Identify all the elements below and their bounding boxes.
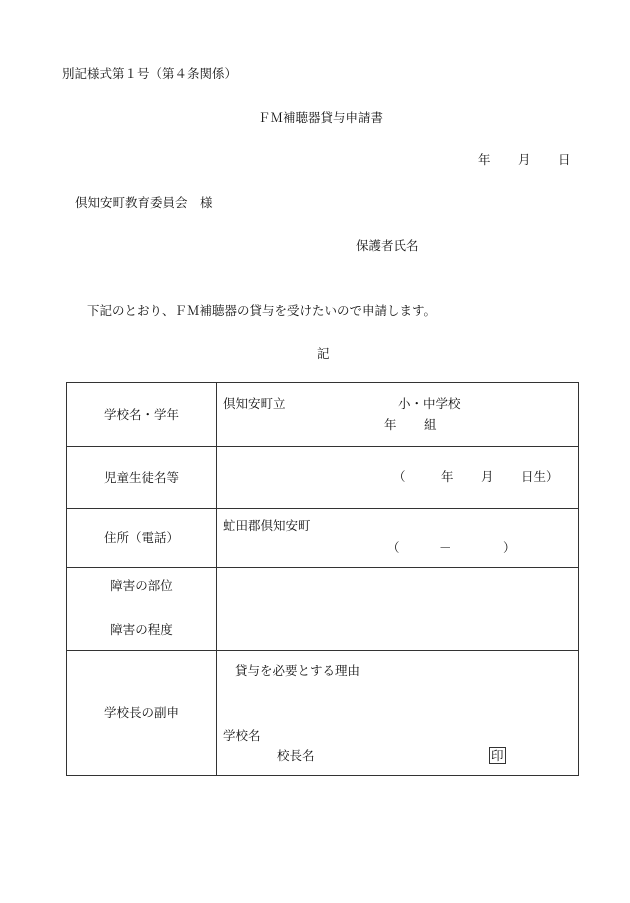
school-prefix: 倶知安町立 [223, 396, 286, 411]
principal-name-label: 校長名 [277, 748, 315, 763]
principal-row [67, 651, 579, 776]
birth-month-label: 月 [481, 469, 494, 484]
student-label: 児童生徒名等 [67, 447, 217, 509]
disability-degree-label: 障害の程度 [110, 622, 173, 637]
guardian-name-label: 保護者氏名 [356, 238, 419, 253]
school-label: 学校名・学年 [67, 383, 217, 447]
seal-mark: 印 [491, 748, 504, 763]
student-row [67, 447, 579, 509]
date-day-label: 日 [558, 152, 571, 167]
principal-label: 学校長の副申 [67, 651, 217, 776]
class-label: 組 [424, 417, 437, 432]
disability-value-cell [217, 568, 579, 651]
disability-row [67, 568, 579, 651]
intro-text: 下記のとおり、ＦＭ補聴器の貸与を受けたいので申請します。 [87, 303, 437, 318]
address-value-cell [217, 509, 579, 568]
birth-open-paren: （ [393, 469, 406, 484]
address-label: 住所（電話） [67, 509, 217, 568]
principal-value-cell [217, 651, 579, 776]
address-prefix: 虻田郡倶知安町 [223, 518, 311, 533]
phone-close-paren: ） [503, 540, 516, 555]
birth-day-label: 日生） [521, 469, 559, 484]
student-value-cell [217, 447, 579, 509]
form-title: ＦＭ補聴器貸与申請書 [258, 110, 384, 125]
date-year-label: 年 [478, 152, 491, 167]
birth-year-label: 年 [441, 469, 454, 484]
recipient: 倶知安町教育委員会 様 [75, 195, 213, 210]
loan-reason-label: 貸与を必要とする理由 [235, 663, 361, 678]
grade-label: 年 [384, 417, 397, 432]
ki-heading: 記 [317, 346, 330, 361]
address-row [67, 509, 579, 568]
phone-dash: － [439, 540, 452, 555]
application-table [66, 382, 579, 776]
form-number: 別記様式第１号（第４条関係） [62, 66, 238, 81]
disability-part-label: 障害の部位 [110, 578, 173, 593]
school-row [67, 383, 579, 447]
date-line [478, 152, 571, 168]
phone-open-paren: （ [387, 540, 400, 555]
school-type: 小・中学校 [398, 396, 461, 411]
disability-label-cell [67, 568, 217, 651]
date-month-label: 月 [518, 152, 531, 167]
school-value-cell [217, 383, 579, 447]
principal-school-label: 学校名 [223, 728, 261, 743]
